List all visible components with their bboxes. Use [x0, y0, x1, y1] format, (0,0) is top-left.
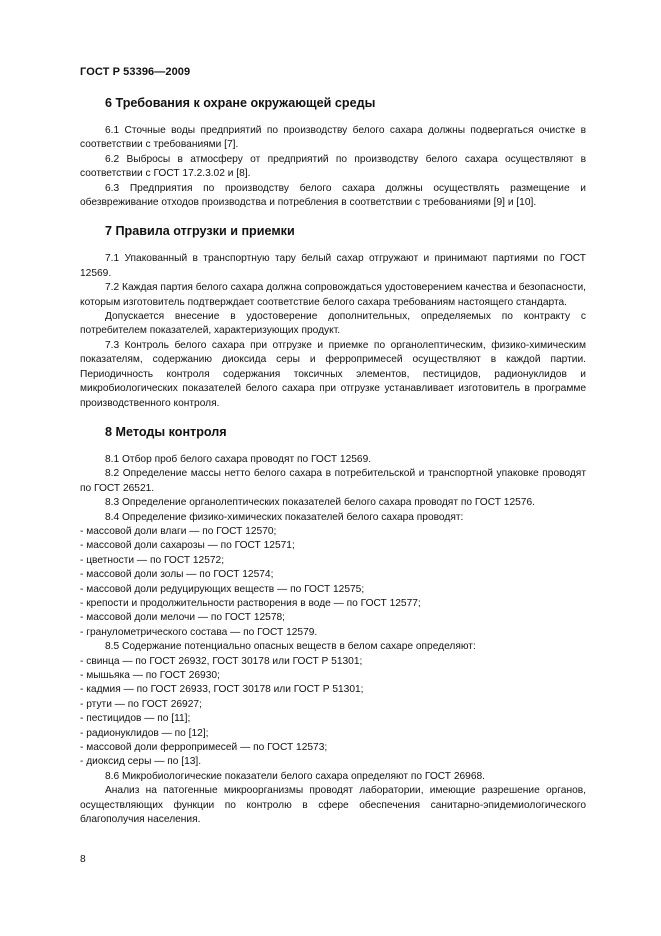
list-item: - цветности — по ГОСТ 12572; — [80, 554, 225, 566]
paragraph-8-6-note: Анализ на патогенные микроорганизмы проводят лаборатории, имеющие разрешение органов, осуществляющих функции по контролю в сфере обеспечения санитарно-эпидемиологического благополучия населения. — [80, 785, 586, 826]
list-item: - массовой доли влаги — по ГОСТ 12570; — [80, 525, 277, 537]
paragraph-8-2: 8.2 Определение массы нетто белого сахара в потребительской и транспортной упаковке проводят по ГОСТ 26521. — [80, 468, 586, 494]
list-item: - радионуклидов — по [12]; — [80, 727, 209, 739]
document-code-header: ГОСТ Р 53396—2009 — [80, 66, 191, 78]
page-number: 8 — [80, 854, 86, 865]
list-item: - массовой доли ферропримесей — по ГОСТ 12573; — [80, 742, 328, 754]
paragraph-6-1: 6.1 Сточные воды предприятий по производству белого сахара должны подвергаться очистке в соответствии с требованиями [7]. — [80, 125, 586, 151]
list-item: - кадмия — по ГОСТ 26933, ГОСТ 30178 или ГОСТ Р 51301; — [80, 684, 364, 696]
list-item: - свинца — по ГОСТ 26932, ГОСТ 30178 или ГОСТ Р 51301; — [80, 655, 363, 667]
section-6-heading: 6 Требования к охране окружающей среды — [105, 96, 376, 110]
list-item: - пестицидов — по [11]; — [80, 713, 191, 725]
list-item: - массовой доли золы — по ГОСТ 12574; — [80, 569, 274, 581]
list-item: - массовой доли сахарозы — по ГОСТ 12571; — [80, 540, 295, 552]
list-item: - гранулометрического состава — по ГОСТ 12579. — [80, 626, 318, 638]
list-item: - массовой доли мелочи — по ГОСТ 12578; — [80, 612, 285, 624]
paragraph-8-5: 8.5 Содержание потенциально опасных веществ в белом сахаре определяют: — [105, 641, 476, 653]
paragraph-8-6: 8.6 Микробиологические показатели белого сахара определяют по ГОСТ 26968. — [105, 770, 486, 782]
list-item: - мышьяка — по ГОСТ 26930; — [80, 670, 220, 681]
list-item: - массовой доли редуцирующих веществ — по ГОСТ 12575; — [80, 583, 365, 595]
list-item: - диоксид серы — по [13]. — [80, 756, 202, 768]
paragraph-7-2: 7.2 Каждая партия белого сахара должна сопровождаться удостоверением качества и безопасности, которым изготовитель подтверждает соответствие белого сахара требованиям настоящего стандарта. — [80, 282, 586, 308]
paragraph-6-2: 6.2 Выбросы в атмосферу от предприятий по производству белого сахара осуществляют в соответствии с ГОСТ 17.2.3.02 и [8]. — [80, 153, 586, 180]
list-item: - крепости и продолжительности растворения в воде — по ГОСТ 12577; — [80, 597, 421, 609]
section-8-heading: 8 Методы контроля — [105, 424, 227, 439]
paragraph-8-1: 8.1 Отбор проб белого сахара проводят по ГОСТ 12569. — [105, 453, 372, 465]
section-7-heading: 7 Правила отгрузки и приемки — [105, 224, 295, 239]
paragraph-6-3: 6.3 Предприятия по производству белого сахара должны осуществлять размещение и обезвреживание отходов производства и потребления в соответствии с требованиями [9] и [10]. — [80, 182, 586, 209]
paragraph-7-2-note: Допускается внесение в удостоверение дополнительных, определяемых по контракту с потребителем показателей, характеризующих продукт. — [80, 311, 586, 337]
paragraph-8-3: 8.3 Определение органолептических показателей белого сахара проводят по ГОСТ 12576. — [105, 497, 535, 509]
paragraph-7-1: 7.1 Упакованный в транспортную тару белый сахар отгружают и принимают партиями по ГОСТ 12569. — [80, 253, 586, 279]
document-body — [80, 86, 586, 827]
paragraph-7-3: 7.3 Контроль белого сахара при отгрузке и приемке по органолептическим, физико-химическим показателям, содержанию диоксида серы и ферропримесей осуществляют в каждой партии. Периодичность контроля содержания токсичных элементов, пестицидов, радионуклидов и микробиологических показателей белого сахара при отгрузке устанавливает изготовитель в программе производственного контроля. — [80, 339, 586, 409]
paragraph-8-4: 8.4 Определение физико-химических показателей белого сахара проводят: — [105, 511, 464, 523]
list-item: - ртути — по ГОСТ 26927; — [80, 698, 202, 710]
